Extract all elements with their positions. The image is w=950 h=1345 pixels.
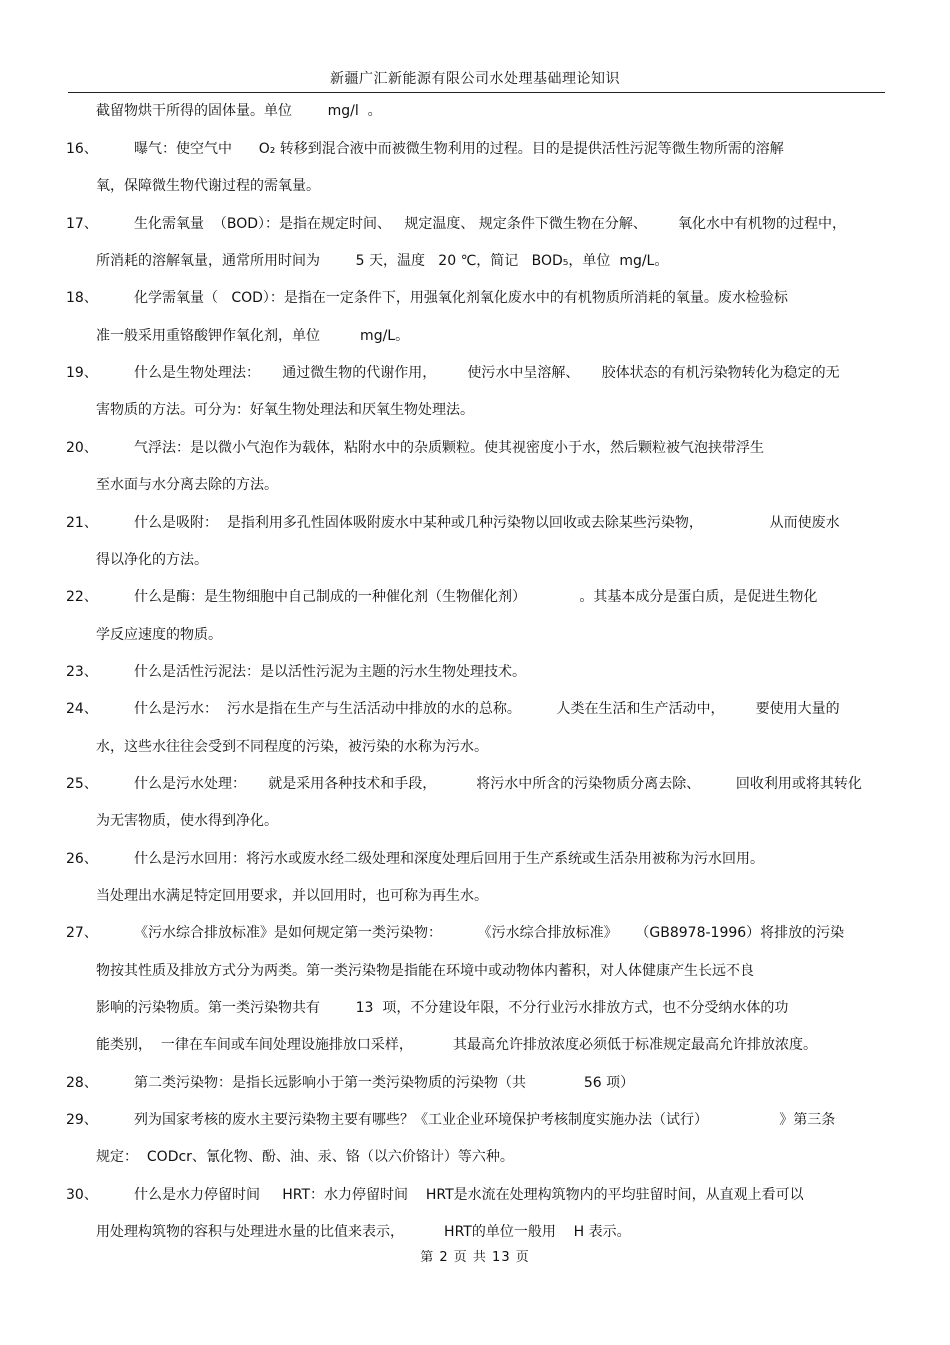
item-text: 什么是酶：是生物细胞中自己制成的一种催化剂（生物催化剂） 。其基本成分是蛋白质，是促进生物化: [134, 589, 818, 606]
item-number: 25、: [66, 775, 98, 792]
item-text: 什么是污水处理： 就是采用各种技术和手段， 将污水中所含的污染物质分离去除、 回收利用或将其转化: [134, 775, 862, 792]
item-text: 曝气：使空气中 O₂ 转移到混合液中而被微生物利用的过程。目的是提供活性污泥等微生物所需的溶解: [134, 141, 784, 157]
item-text: 气浮法：是以微小气泡作为载体，粘附水中的杂质颗粒。使其视密度小于水，然后颗粒被气泡挟带浮生: [134, 439, 764, 456]
item-number: 17、: [66, 215, 98, 232]
item-text: 什么是活性污泥法：是以活性污泥为主题的污水生物处理技术。: [134, 663, 526, 680]
item-number: 21、: [66, 514, 98, 531]
item-text-continued: 物按其性质及排放方式分为两类。第一类污染物是指能在环境中或动物体内蓄积，对人体健康产生长远不良: [96, 962, 754, 979]
item-number: 27、: [66, 925, 98, 942]
item-number: 23、: [66, 663, 98, 680]
item-text-continued: 影响的污染物质。第一类污染物共有 13 项，不分建设年限，不分行业污水排放方式，也不分受纳水体的功: [96, 1000, 789, 1017]
continued-text-line: 截留物烘干所得的固体量。单位 mg/l 。: [96, 103, 382, 119]
item-text-continued: 当处理出水满足特定回用要求，并以回用时，也可称为再生水。: [96, 888, 488, 904]
item-number: 26、: [66, 850, 98, 867]
item-text-continued: 得以净化的方法。: [96, 551, 208, 568]
item-text-continued: 水，这些水往往会受到不同程度的污染，被污染的水称为污水。: [96, 738, 488, 755]
item-number: 20、: [66, 439, 98, 456]
item-text: 列为国家考核的废水主要污染物主要有哪些？《工业企业环境保护考核制度实施办法（试行） 》第三条: [134, 1112, 836, 1129]
page-header: 新疆广汇新能源有限公司水处理基础理论知识: [330, 71, 620, 87]
item-text: 《污水综合排放标准》是如何规定第一类污染物： 《污水综合排放标准》 （GB8978-1996）将排放的污染: [134, 925, 845, 942]
item-text-continued: 氧，保障微生物代谢过程的需氧量。: [96, 178, 320, 195]
item-number: 28、: [66, 1074, 98, 1091]
item-text-continued: 学反应速度的物质。: [96, 626, 222, 643]
page-footer: 第 2 页 共 13 页: [420, 1250, 530, 1265]
item-text-continued: 害物质的方法。可分为：好氧生物处理法和厌氧生物处理法。: [96, 402, 474, 419]
item-number: 22、: [66, 589, 98, 606]
item-number: 18、: [66, 290, 98, 307]
item-text-continued: 能类别， 一律在车间或车间处理设施排放口采样， 其最高允许排放浓度必须低于标准规定最高允许排放浓度。: [96, 1037, 817, 1054]
item-number: 30、: [66, 1186, 98, 1203]
item-text-continued: 规定： CODcr、氰化物、酚、油、汞、铬（以六价铬计）等六种。: [96, 1149, 514, 1166]
item-text-continued: 为无害物质，使水得到净化。: [96, 813, 278, 830]
item-text: 什么是水力停留时间 HRT：水力停留时间 HRT是水流在处理构筑物内的平均驻留时间，从直观上看可以: [134, 1186, 804, 1203]
item-number: 19、: [66, 365, 98, 382]
item-text: 什么是生物处理法： 通过微生物的代谢作用， 使污水中呈溶解、 胶体状态的有机污染物转化为稳定的无: [134, 365, 840, 382]
item-text: 化学需氧量（ COD）：是指在一定条件下，用强氧化剂氧化废水中的有机物质所消耗的氧量。废水检验标: [134, 290, 788, 307]
item-text: 什么是污水： 污水是指在生产与生活活动中排放的水的总称。 人类在生活和生产活动中， 要使用大量的: [134, 701, 840, 718]
item-text-continued: 至水面与水分离去除的方法。: [96, 477, 278, 494]
header-divider: [68, 92, 885, 93]
item-text: 什么是污水回用：将污水或废水经二级处理和深度处理后回用于生产系统或生活杂用被称为污水回用。: [134, 850, 764, 867]
item-number: 16、: [66, 141, 98, 157]
item-text-continued: 准一般采用重铬酸钾作氧化剂，单位 mg/L。: [96, 327, 410, 344]
item-text-continued: 所消耗的溶解氧量，通常所用时间为 5 天，温度 20 ℃，简记 BOD₅，单位 mg/L。: [96, 253, 669, 270]
item-text: 第二类污染物：是指长远影响小于第一类污染物质的污染物（共 56 项）: [134, 1074, 635, 1091]
item-number: 29、: [66, 1112, 98, 1129]
item-number: 24、: [66, 701, 98, 718]
item-text: 生化需氧量 （BOD）：是指在规定时间、 规定温度、 规定条件下微生物在分解、 氧化水中有机物的过程中，: [134, 215, 847, 232]
item-text: 什么是吸附： 是指利用多孔性固体吸附废水中某种或几种污染物以回收或去除某些污染物， 从而使废水: [134, 514, 840, 531]
item-text-continued: 用处理构筑物的容积与处理进水量的比值来表示， HRT的单位一般用 H 表示。: [96, 1224, 631, 1241]
